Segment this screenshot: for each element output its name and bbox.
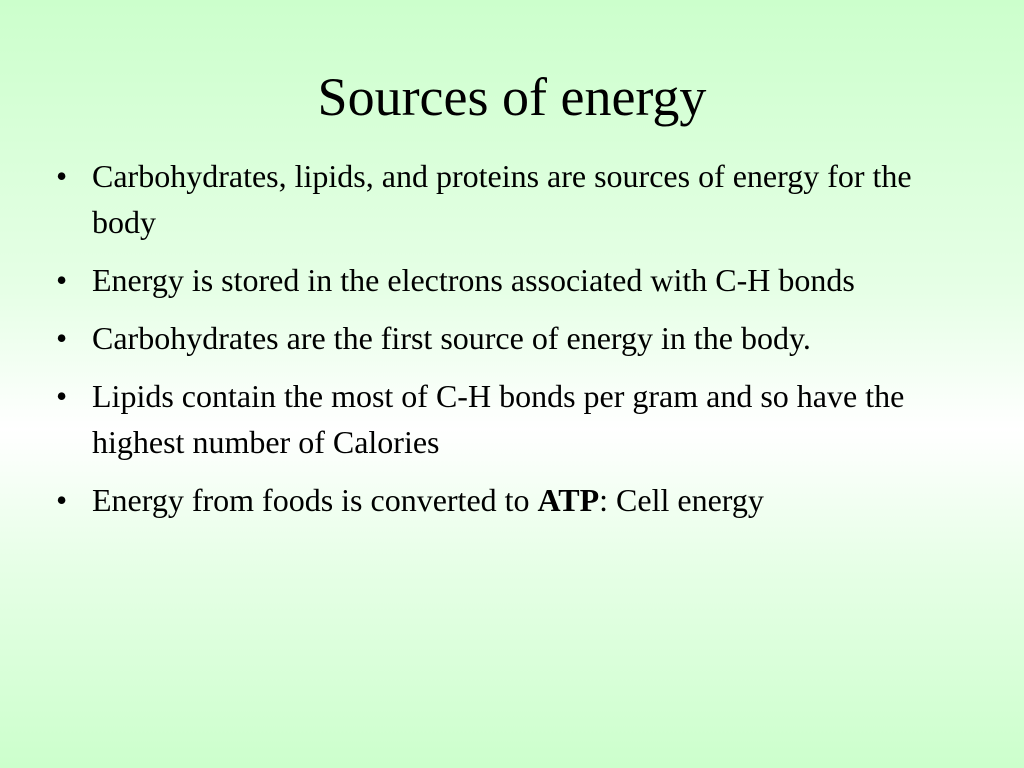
bullet-item (56, 477, 976, 523)
bullet-item (56, 373, 976, 465)
bullet-text: Lipids contain the most of C-H bonds per gram and so have the highest number of Calories (92, 378, 905, 460)
bullet-dot-icon: • (56, 378, 68, 414)
bullet-dot-icon: • (56, 158, 68, 194)
bullet-text: Energy is stored in the electrons associated with C-H bonds (92, 262, 855, 298)
bullet-item (56, 153, 976, 245)
bullet-item (56, 315, 976, 361)
slide-title: Sources of energy (317, 67, 707, 127)
bullet-text-part: Energy from foods is converted to (92, 482, 538, 518)
atp-term: ATP (537, 482, 600, 518)
bullet-text: Carbohydrates, lipids, and proteins are sources of energy for the body (92, 158, 912, 240)
bullet-text (92, 482, 764, 518)
bullet-dot-icon: • (56, 262, 68, 298)
bullet-dot-icon: • (56, 320, 68, 356)
bullet-text-part: : Cell energy (599, 482, 764, 518)
bullet-text: Carbohydrates are the first source of energy in the body. (92, 320, 811, 356)
bullet-item (56, 257, 976, 303)
bullet-dot-icon: • (56, 482, 68, 518)
bullet-list (56, 153, 976, 535)
